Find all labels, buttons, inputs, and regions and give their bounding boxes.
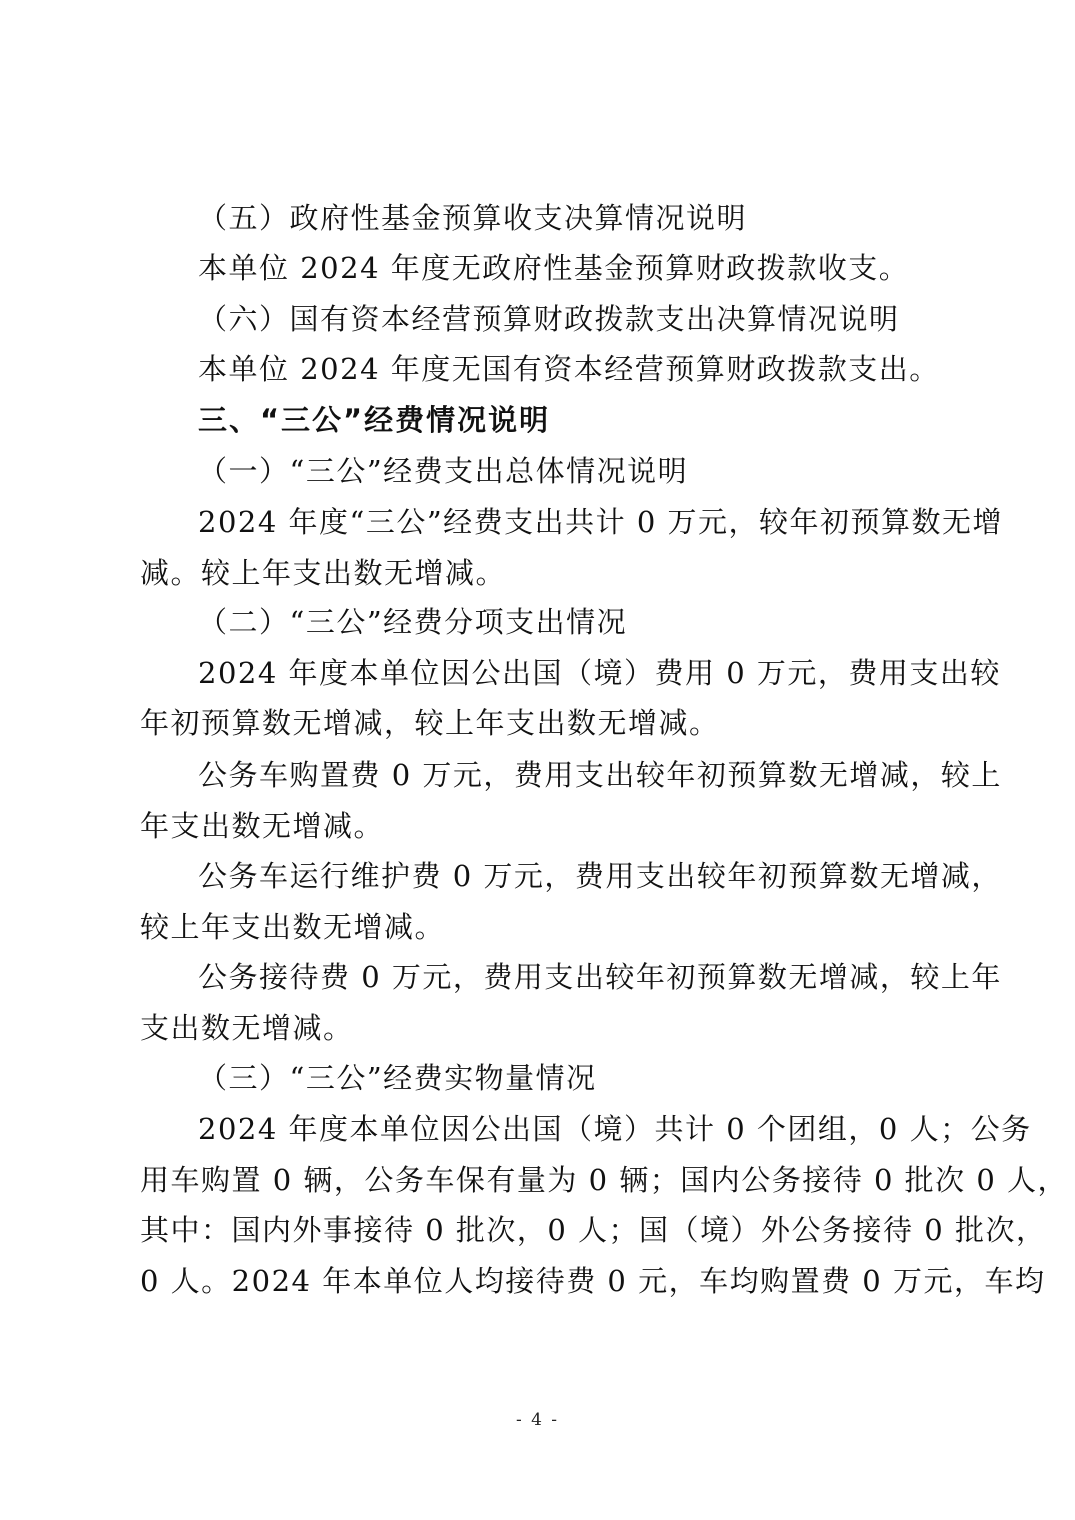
paragraph-vehicle-operation-line-2: 较上年支出数无增减。 <box>140 910 446 944</box>
paragraph-physical-line-2: 用车购置 0 辆，公务车保有量为 0 辆；国内公务接待 0 批次 0 人， <box>140 1163 1069 1197</box>
paragraph-physical-line-4: 0 人。2024 年本单位人均接待费 0 元，车均购置费 0 万元，车均 <box>140 1264 1046 1298</box>
section-heading-government-fund: （五）政府性基金预算收支决算情况说明 <box>198 201 748 235</box>
paragraph-state-capital: 本单位 2024 年度无国有资本经营预算财政拨款支出。 <box>198 352 940 386</box>
paragraph-overall-line-2: 减。较上年支出数无增减。 <box>140 556 507 590</box>
paragraph-reception-line-1: 公务接待费 0 万元，费用支出较年初预算数无增减，较上年 <box>198 960 1002 994</box>
paragraph-physical-line-3: 其中：国内外事接待 0 批次，0 人；国（境）外公务接待 0 批次， <box>140 1213 1047 1247</box>
paragraph-vehicle-purchase-line-1: 公务车购置费 0 万元，费用支出较年初预算数无增减，较上 <box>198 758 1002 792</box>
section-heading-state-capital: （六）国有资本经营预算财政拨款支出决算情况说明 <box>198 302 900 336</box>
paragraph-government-fund: 本单位 2024 年度无政府性基金预算财政拨款收支。 <box>198 251 910 285</box>
paragraph-overall-line-1: 2024 年度“三公”经费支出共计 0 万元，较年初预算数无增 <box>198 505 1004 539</box>
section-heading-physical-quantity: （三）“三公”经费实物量情况 <box>198 1061 597 1095</box>
paragraph-abroad-line-1: 2024 年度本单位因公出国（境）费用 0 万元，费用支出较 <box>198 656 1001 690</box>
section-heading-itemized: （二）“三公”经费分项支出情况 <box>198 605 628 639</box>
chapter-heading-three-public: 三、“三公”经费情况说明 <box>198 403 551 437</box>
paragraph-physical-line-1: 2024 年度本单位因公出国（境）共计 0 个团组，0 人；公务 <box>198 1112 1032 1146</box>
paragraph-abroad-line-2: 年初预算数无增减，较上年支出数无增减。 <box>140 706 720 740</box>
paragraph-vehicle-purchase-line-2: 年支出数无增减。 <box>140 809 385 843</box>
paragraph-reception-line-2: 支出数无增减。 <box>140 1011 354 1045</box>
section-heading-overall: （一）“三公”经费支出总体情况说明 <box>198 454 689 488</box>
paragraph-vehicle-operation-line-1: 公务车运行维护费 0 万元，费用支出较年初预算数无增减， <box>198 859 1002 893</box>
page-number: - 4 - <box>515 1410 560 1430</box>
